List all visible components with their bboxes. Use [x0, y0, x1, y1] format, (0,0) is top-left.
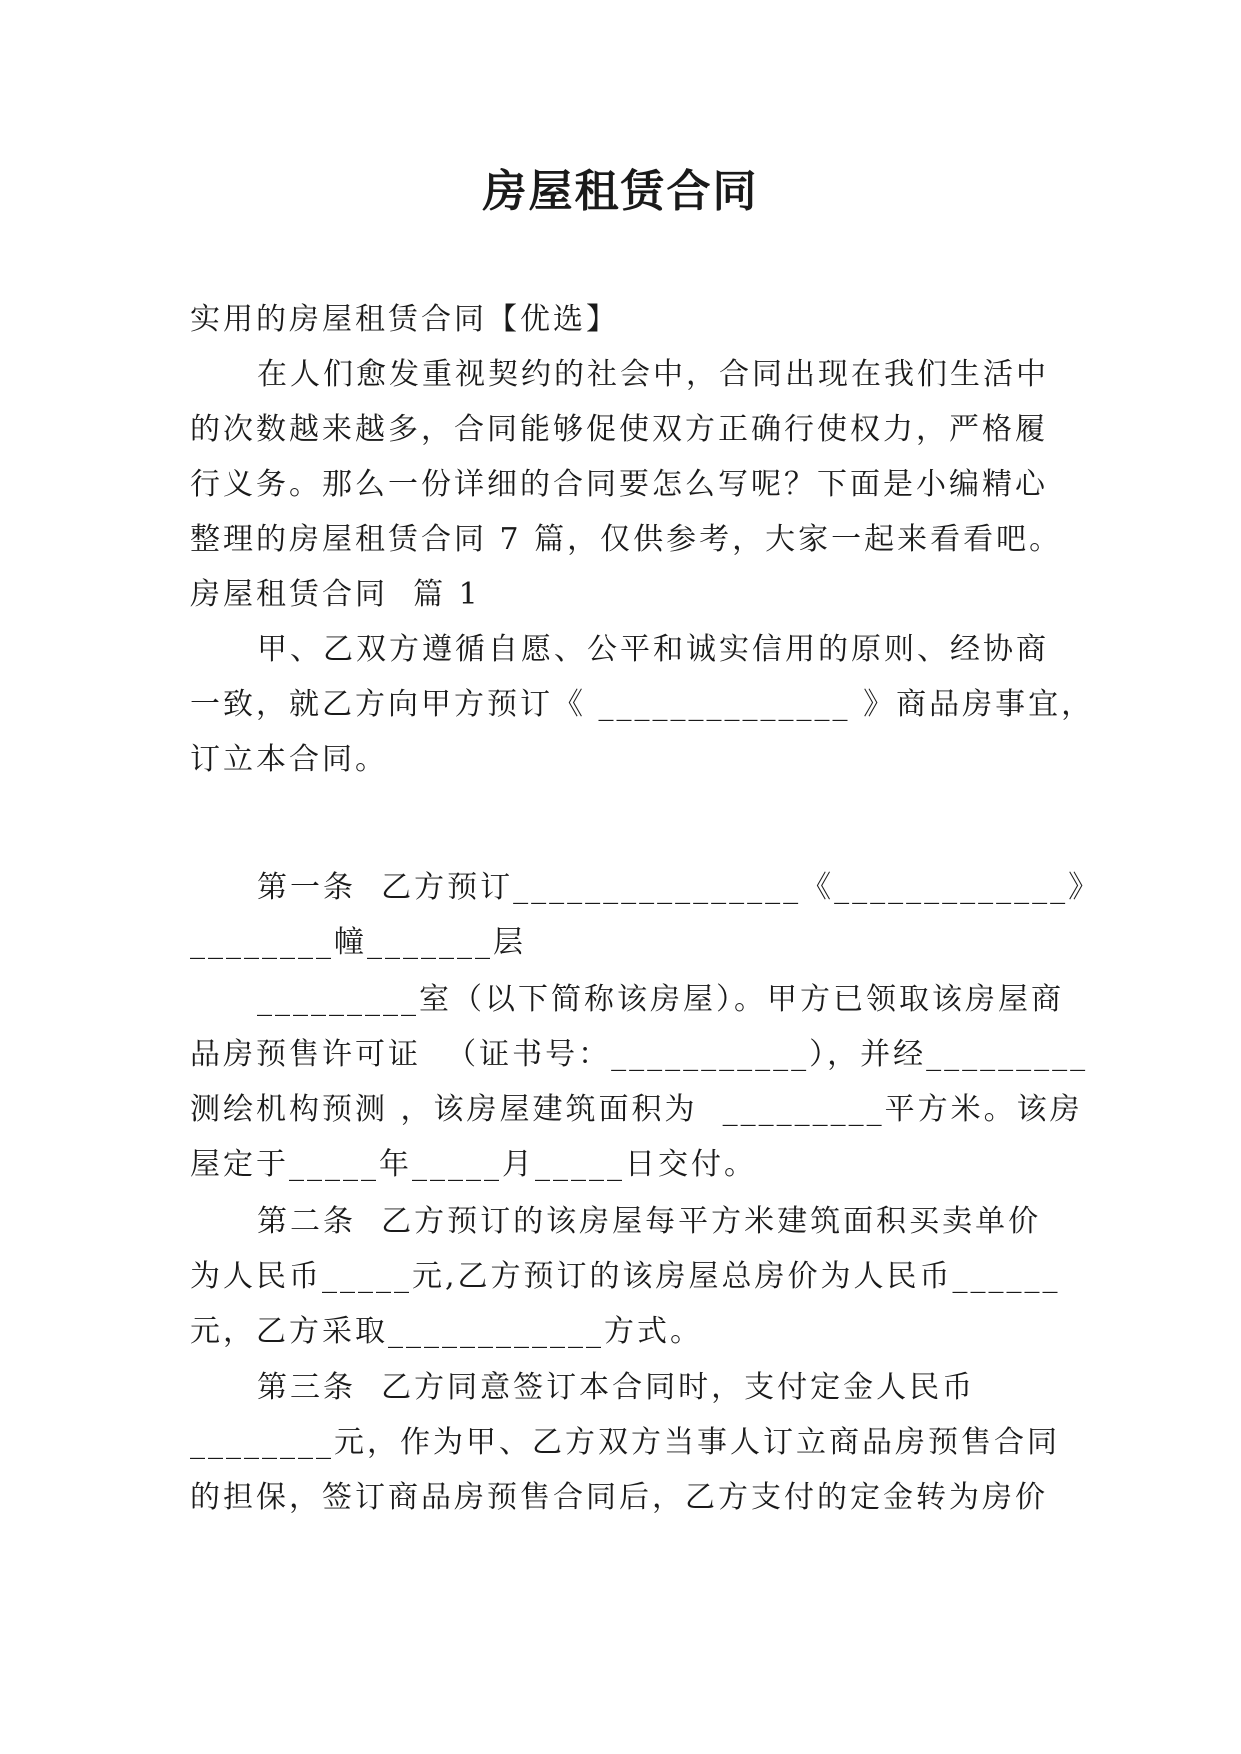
clause-line: 元，乙方采取____________方式。	[190, 1314, 703, 1349]
paragraph-line: 订立本合同。	[190, 742, 388, 777]
clause-line: _________室（以下简称该房屋）。甲方已领取该房屋商	[257, 982, 1064, 1017]
clause-line: ________元，作为甲、乙方双方当事人订立商品房预售合同	[190, 1425, 1060, 1460]
clause-line: 品房预售许可证 （证书号：___________），并经_________	[190, 1037, 1089, 1072]
clause-line: 为人民币_____元,乙方预订的该房屋总房价为人民币______	[190, 1259, 1061, 1294]
paragraph-line: 甲、乙双方遵循自愿、公平和诚实信用的原则、经协商	[257, 632, 1049, 667]
paragraph-line: 行义务。那么一份详细的合同要怎么写呢？下面是小编精心	[190, 467, 1048, 502]
clause-line: 屋定于_____年_____月_____日交付。	[190, 1147, 757, 1182]
subtitle-line: 实用的房屋租赁合同【优选】	[190, 302, 619, 337]
paragraph-line: 一致，就乙方向甲方预订《 ______________ 》商品房事宜，	[190, 687, 1095, 722]
clause-line: 第一条 乙方预订________________《_____________》	[257, 870, 1102, 905]
clause-line: 的担保，签订商品房预售合同后，乙方支付的定金转为房价	[190, 1480, 1048, 1515]
paragraph-line: 整理的房屋租赁合同 7 篇，仅供参考，大家一起来看看吧。	[190, 522, 1063, 557]
section-heading: 房屋租赁合同 篇 1	[190, 577, 481, 612]
paragraph-line: 的次数越来越多，合同能够促使双方正确行使权力，严格履	[190, 412, 1048, 447]
page-title: 房屋租赁合同	[482, 166, 759, 217]
clause-line: 测绘机构预测 ，该房屋建筑面积为 _________平方米。该房	[190, 1092, 1083, 1127]
clause-line: 第二条 乙方预订的该房屋每平方米建筑面积买卖单价	[257, 1204, 1042, 1239]
clause-line: ________幢_______层	[190, 925, 526, 960]
clause-line: 第三条 乙方同意签订本合同时，支付定金人民币	[257, 1370, 976, 1405]
paragraph-line: 在人们愈发重视契约的社会中，合同出现在我们生活中	[257, 357, 1049, 392]
